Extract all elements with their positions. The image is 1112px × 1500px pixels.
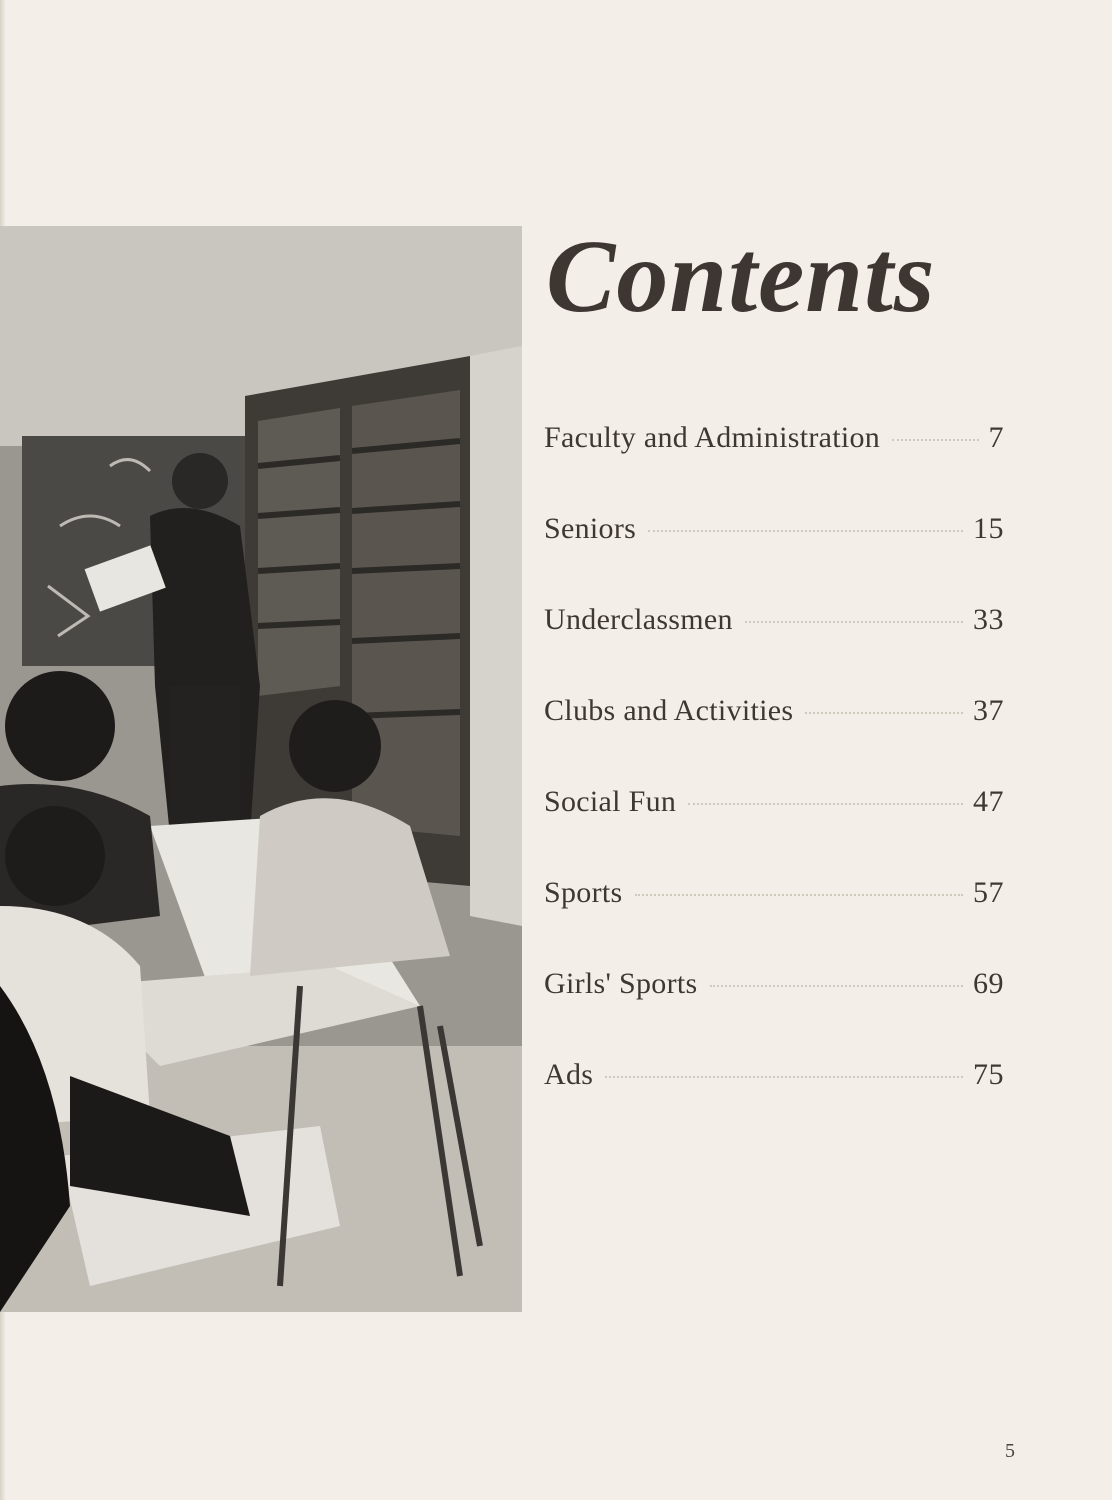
dot-leader [688,803,963,805]
page-number: 5 [1005,1440,1015,1462]
toc-entry-label: Girls' Sports [544,967,698,1000]
toc-entry-label: Sports [544,876,623,909]
dot-leader [892,439,978,441]
toc-entry-page: 69 [973,967,1004,1000]
dot-leader [745,621,963,623]
toc-entry-page: 57 [973,876,1004,909]
toc-entry-page: 15 [973,512,1004,545]
toc-entry-label: Seniors [544,512,637,545]
classroom-photo [0,226,522,1312]
toc-entry-ads [544,1047,1004,1138]
toc-entry-faculty [544,410,1004,501]
toc-entry-label: Underclassmen [544,603,733,636]
dot-leader [605,1076,963,1078]
toc-entry-label: Clubs and Activities [544,694,794,727]
toc-entry-page: 47 [973,785,1004,818]
toc-entry-sports [544,865,1004,956]
toc-entry-girls-sports [544,956,1004,1047]
toc-entry-social [544,774,1004,865]
dot-leader [648,530,963,532]
toc-entry-label: Social Fun [544,785,677,818]
toc-entry-clubs [544,683,1004,774]
toc-entry-page: 7 [988,421,1004,454]
toc-entry-underclassmen [544,592,1004,683]
toc-entry-page: 37 [973,694,1004,727]
toc-entry-label: Ads [544,1058,594,1091]
toc-entry-seniors [544,501,1004,592]
dot-leader [635,894,964,896]
dot-leader [710,985,964,987]
dot-leader [805,712,963,714]
toc-entry-page: 75 [973,1058,1004,1091]
page-title: Contents [546,219,936,334]
toc-entry-page: 33 [973,603,1004,636]
table-of-contents [544,410,1004,1138]
toc-entry-label: Faculty and Administration [544,421,881,454]
